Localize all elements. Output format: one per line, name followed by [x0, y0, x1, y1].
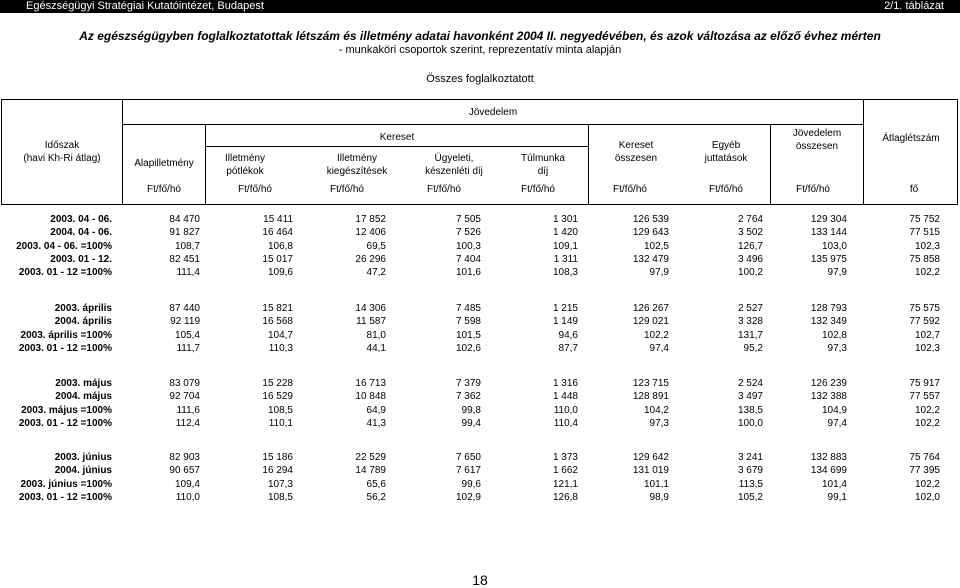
- table-cell: 75 752: [909, 214, 940, 225]
- table-cell: 112,4: [175, 417, 200, 429]
- header-bar: [0, 0, 960, 13]
- table-cell: 44,1: [366, 342, 386, 354]
- table-cell: 1 373: [552, 452, 578, 463]
- table-cell: 129 021: [632, 316, 669, 328]
- table-cell: 3 502: [737, 227, 763, 239]
- table-cell: 133 144: [810, 227, 847, 239]
- table-cell: 108,7: [174, 240, 200, 252]
- table-cell: 132 349: [810, 316, 847, 328]
- table-cell: 75 917: [909, 378, 940, 389]
- table-row: [0, 226, 960, 239]
- table-cell: 26 296: [355, 253, 386, 265]
- table-cell: 64,9: [366, 404, 386, 416]
- col-group-jovedelem: Jövedelem: [468, 107, 518, 118]
- col-idoszak: Időszak (havi Kh-Ri átlag): [23, 140, 101, 164]
- table-cell: 56,2: [366, 491, 386, 503]
- table-cell: 1 662: [552, 465, 578, 477]
- table-cell: 47,2: [366, 267, 386, 279]
- table-cell: 1 149: [552, 316, 578, 328]
- table-cell: 126,8: [552, 491, 578, 503]
- unit-label: Ft/fő/hó: [613, 184, 647, 195]
- unit-label: Ft/fő/hó: [796, 184, 830, 195]
- table-cell: 132 479: [632, 253, 669, 265]
- col-illetmeny-kiegeszitesek: Illetmény kiegészítések: [326, 153, 388, 177]
- divider: [122, 124, 863, 125]
- table-cell: 82 903: [169, 452, 200, 463]
- table-cell: 131,7: [737, 329, 763, 341]
- table-cell: 102,3: [914, 240, 940, 252]
- table-cell: 111,4: [176, 267, 200, 279]
- table-cell: 109,4: [174, 478, 200, 490]
- table-cell: 106,8: [267, 240, 293, 252]
- table-cell: 97,4: [649, 342, 669, 354]
- institute-name: Egészségügyi Stratégiai Kutatóintézet, Budapest: [26, 0, 264, 12]
- row-label: 2004. április: [54, 316, 112, 328]
- table-cell: 123 715: [632, 378, 669, 389]
- row-label: 2003. 01 - 12 =100%: [18, 491, 112, 503]
- table-cell: 102,2: [914, 267, 940, 279]
- table-cell: 3 328: [737, 316, 763, 328]
- table-cell: 3 497: [737, 391, 763, 403]
- table-cell: 110,0: [175, 491, 200, 503]
- table-cell: 91 827: [169, 227, 200, 239]
- table-cell: 104,2: [643, 404, 669, 416]
- row-label: 2003. május =100%: [21, 404, 112, 416]
- table-cell: 7 526: [455, 227, 481, 239]
- table-cell: 129 304: [810, 214, 847, 225]
- table-cell: 138,5: [737, 404, 763, 416]
- table-row: [0, 390, 960, 403]
- table-cell: 97,4: [827, 417, 847, 429]
- table-cell: 126 267: [632, 303, 669, 314]
- table-cell: 16 568: [262, 316, 293, 328]
- col-kereset-osszesen: Kereset összesen: [614, 140, 658, 164]
- table-cell: 110,4: [553, 417, 578, 429]
- table-row: [0, 404, 960, 417]
- table-cell: 87 440: [169, 303, 200, 314]
- table-row: [0, 451, 960, 464]
- divider: [863, 99, 864, 205]
- table-cell: 75 764: [909, 452, 940, 463]
- table-row: [0, 478, 960, 491]
- table-cell: 84 470: [169, 214, 200, 225]
- table-cell: 100,3: [455, 240, 481, 252]
- table-cell: 126 539: [632, 214, 669, 225]
- unit-label: Ft/fő/hó: [709, 184, 743, 195]
- table-cell: 134 699: [810, 465, 847, 477]
- page-subtitle: - munkaköri csoportok szerint, reprezentatív minta alapján: [338, 44, 622, 56]
- table-cell: 7 379: [455, 378, 481, 389]
- table-cell: 99,8: [461, 404, 481, 416]
- table-row: [0, 491, 960, 504]
- col-illetmeny-potlekok: Illetmény pótlékok: [224, 153, 265, 177]
- table-row: [0, 464, 960, 477]
- table-row: [0, 240, 960, 253]
- table-cell: 129 642: [632, 452, 669, 463]
- table-cell: 12 406: [355, 227, 386, 239]
- table-number: 2/1. táblázat: [884, 0, 944, 12]
- table-cell: 102,6: [455, 342, 481, 354]
- table-cell: 99,6: [461, 478, 481, 490]
- table-row: [0, 315, 960, 328]
- table-cell: 14 306: [355, 303, 386, 314]
- table-cell: 126,7: [737, 240, 763, 252]
- row-label: 2003. 01 - 12 =100%: [18, 342, 112, 354]
- table-cell: 15 821: [262, 303, 293, 314]
- table-cell: 69,5: [366, 240, 386, 252]
- table-cell: 15 228: [262, 378, 293, 389]
- row-label: 2003. április: [54, 303, 112, 314]
- table-cell: 105,4: [174, 329, 200, 341]
- table-row: [0, 417, 960, 430]
- table-cell: 101,5: [455, 329, 481, 341]
- table-cell: 15 411: [263, 214, 293, 225]
- table-cell: 111,7: [176, 342, 200, 354]
- table-cell: 11 587: [356, 316, 386, 328]
- table-cell: 97,9: [649, 267, 669, 279]
- table-cell: 101,1: [643, 478, 669, 490]
- table-cell: 110,1: [268, 417, 293, 429]
- table-row: [0, 302, 960, 315]
- table-cell: 75 858: [909, 253, 940, 265]
- table-cell: 102,2: [914, 404, 940, 416]
- table-cell: 7 617: [455, 465, 481, 477]
- table-cell: 75 575: [909, 303, 940, 314]
- table-cell: 1 316: [552, 378, 578, 389]
- table-cell: 98,9: [649, 491, 669, 503]
- table-cell: 97,3: [827, 342, 847, 354]
- table-cell: 7 505: [455, 214, 481, 225]
- table-cell: 77 557: [909, 391, 940, 403]
- table-cell: 129 643: [632, 227, 669, 239]
- table-cell: 95,2: [743, 342, 763, 354]
- table-row: [0, 329, 960, 342]
- table-cell: 135 975: [810, 253, 847, 265]
- divider: [588, 125, 589, 205]
- table-cell: 7 362: [455, 391, 481, 403]
- table-cell: 10 848: [355, 391, 386, 403]
- table-cell: 108,5: [267, 404, 293, 416]
- table-cell: 97,3: [649, 417, 669, 429]
- row-label: 2003. április =100%: [20, 329, 112, 341]
- table-cell: 94,6: [558, 329, 578, 341]
- table-cell: 102,8: [821, 329, 847, 341]
- table-cell: 17 852: [355, 214, 386, 225]
- table-cell: 101,4: [821, 478, 847, 490]
- table-cell: 128 793: [810, 303, 847, 314]
- row-label: 2003. 01 - 12 =100%: [18, 417, 112, 429]
- table-row: [0, 253, 960, 266]
- table-cell: 102,9: [455, 491, 481, 503]
- unit-label: Ft/fő/hó: [147, 184, 181, 195]
- table-cell: 1 301: [552, 214, 578, 225]
- row-label: 2003. 01 - 12.: [50, 253, 112, 265]
- table-cell: 1 420: [552, 227, 578, 239]
- table-cell: 77 592: [909, 316, 940, 328]
- table-cell: 65,6: [366, 478, 386, 490]
- row-label: 2004. május: [55, 391, 112, 403]
- table-cell: 128 891: [632, 391, 669, 403]
- table-cell: 121,1: [552, 478, 578, 490]
- table-cell: 83 079: [169, 378, 200, 389]
- table-cell: 100,2: [737, 267, 763, 279]
- table-cell: 102,2: [643, 329, 669, 341]
- col-tulmunka: Túlmunka díj: [521, 153, 565, 177]
- table-cell: 110,0: [553, 404, 578, 416]
- table-cell: 15 186: [262, 452, 293, 463]
- table-cell: 109,6: [267, 267, 293, 279]
- table-cell: 102,2: [914, 417, 940, 429]
- table-cell: 102,3: [914, 342, 940, 354]
- table-cell: 103,0: [821, 240, 847, 252]
- table-cell: 108,5: [267, 491, 293, 503]
- table-cell: 102,5: [643, 240, 669, 252]
- page-number: 18: [472, 572, 488, 588]
- table-cell: 16 529: [262, 391, 293, 403]
- row-label: 2003. 01 - 12 =100%: [18, 267, 112, 279]
- table-cell: 16 713: [355, 378, 386, 389]
- col-jovedelem-osszesen: Jövedelem összesen: [792, 128, 842, 152]
- table-cell: 15 017: [262, 253, 293, 265]
- table-cell: 14 789: [355, 465, 386, 477]
- table-cell: 113,5: [738, 478, 763, 490]
- table-row: [0, 213, 960, 226]
- table-row: [0, 377, 960, 390]
- table-cell: 90 657: [169, 465, 200, 477]
- row-label: 2004. június: [54, 465, 112, 477]
- table-cell: 110,3: [268, 342, 293, 354]
- unit-label: fő: [909, 184, 919, 195]
- table-cell: 1 215: [552, 303, 578, 314]
- col-atlaglet: Átlaglétszám: [882, 133, 940, 144]
- table-cell: 105,2: [737, 491, 763, 503]
- table-cell: 77 395: [909, 465, 940, 477]
- table-cell: 2 527: [737, 303, 763, 314]
- group-title: Összes foglalkoztatott: [426, 73, 534, 85]
- table-cell: 1 311: [553, 253, 578, 265]
- table-cell: 104,9: [821, 404, 847, 416]
- table-cell: 7 650: [455, 452, 481, 463]
- table-cell: 82 451: [169, 253, 200, 265]
- table-cell: 101,6: [455, 267, 481, 279]
- col-ugyeleti: Ügyeleti, készenléti díj: [425, 153, 483, 177]
- unit-label: Ft/fő/hó: [330, 184, 364, 195]
- table-cell: 126 239: [810, 378, 847, 389]
- table-cell: 102,7: [914, 329, 940, 341]
- table-row: [0, 342, 960, 355]
- table-cell: 3 241: [737, 452, 763, 463]
- table-cell: 2 524: [737, 378, 763, 389]
- col-group-kereset: Kereset: [379, 132, 415, 143]
- table-cell: 7 598: [455, 316, 481, 328]
- unit-label: Ft/fő/hó: [521, 184, 555, 195]
- row-label: 2003. június: [54, 452, 112, 463]
- col-egyeb-juttatasok: Egyéb juttatások: [704, 140, 748, 164]
- table-cell: 16 294: [262, 465, 293, 477]
- unit-label: Ft/fő/hó: [427, 184, 461, 195]
- table-cell: 92 119: [170, 316, 200, 328]
- table-cell: 41,3: [366, 417, 386, 429]
- table-cell: 99,1: [827, 491, 847, 503]
- row-label: 2004. 04 - 06.: [50, 227, 112, 239]
- table-cell: 16 464: [262, 227, 293, 239]
- table-cell: 81,0: [366, 329, 386, 341]
- table-cell: 7 485: [455, 303, 481, 314]
- row-label: 2003. május: [55, 378, 112, 389]
- col-alapilletmeny: Alapilletmény: [134, 158, 194, 169]
- table-cell: 102,2: [914, 478, 940, 490]
- table-cell: 132 388: [810, 391, 847, 403]
- table-cell: 1 448: [552, 391, 578, 403]
- table-cell: 92 704: [169, 391, 200, 403]
- table-cell: 100,0: [737, 417, 763, 429]
- table-cell: 107,3: [267, 478, 293, 490]
- table-cell: 97,9: [827, 267, 847, 279]
- divider: [205, 146, 588, 147]
- page-title: Az egészségügyben foglalkoztatottak létszám és illetmény adatai havonként 2004 II. negyedévében, és azok változása az előző évhez mérten: [79, 29, 881, 43]
- table-cell: 104,7: [267, 329, 293, 341]
- table-cell: 132 883: [810, 452, 847, 463]
- table-cell: 108,3: [552, 267, 578, 279]
- table-row: [0, 266, 960, 279]
- row-label: 2003. 04 - 06. =100%: [16, 240, 112, 252]
- unit-label: Ft/fő/hó: [238, 184, 272, 195]
- table-cell: 109,1: [552, 240, 578, 252]
- table-cell: 99,4: [461, 417, 481, 429]
- table-cell: 7 404: [455, 253, 481, 265]
- table-cell: 2 764: [737, 214, 763, 225]
- table-cell: 111,6: [176, 404, 200, 416]
- table-cell: 3 679: [737, 465, 763, 477]
- table-cell: 3 496: [737, 253, 763, 265]
- row-label: 2003. 04 - 06.: [50, 214, 112, 225]
- row-label: 2003. június =100%: [20, 478, 112, 490]
- table-cell: 102,0: [914, 491, 940, 503]
- table-cell: 77 515: [909, 227, 940, 239]
- table-cell: 22 529: [355, 452, 386, 463]
- table-cell: 131 019: [632, 465, 669, 477]
- table-cell: 87,7: [558, 342, 578, 354]
